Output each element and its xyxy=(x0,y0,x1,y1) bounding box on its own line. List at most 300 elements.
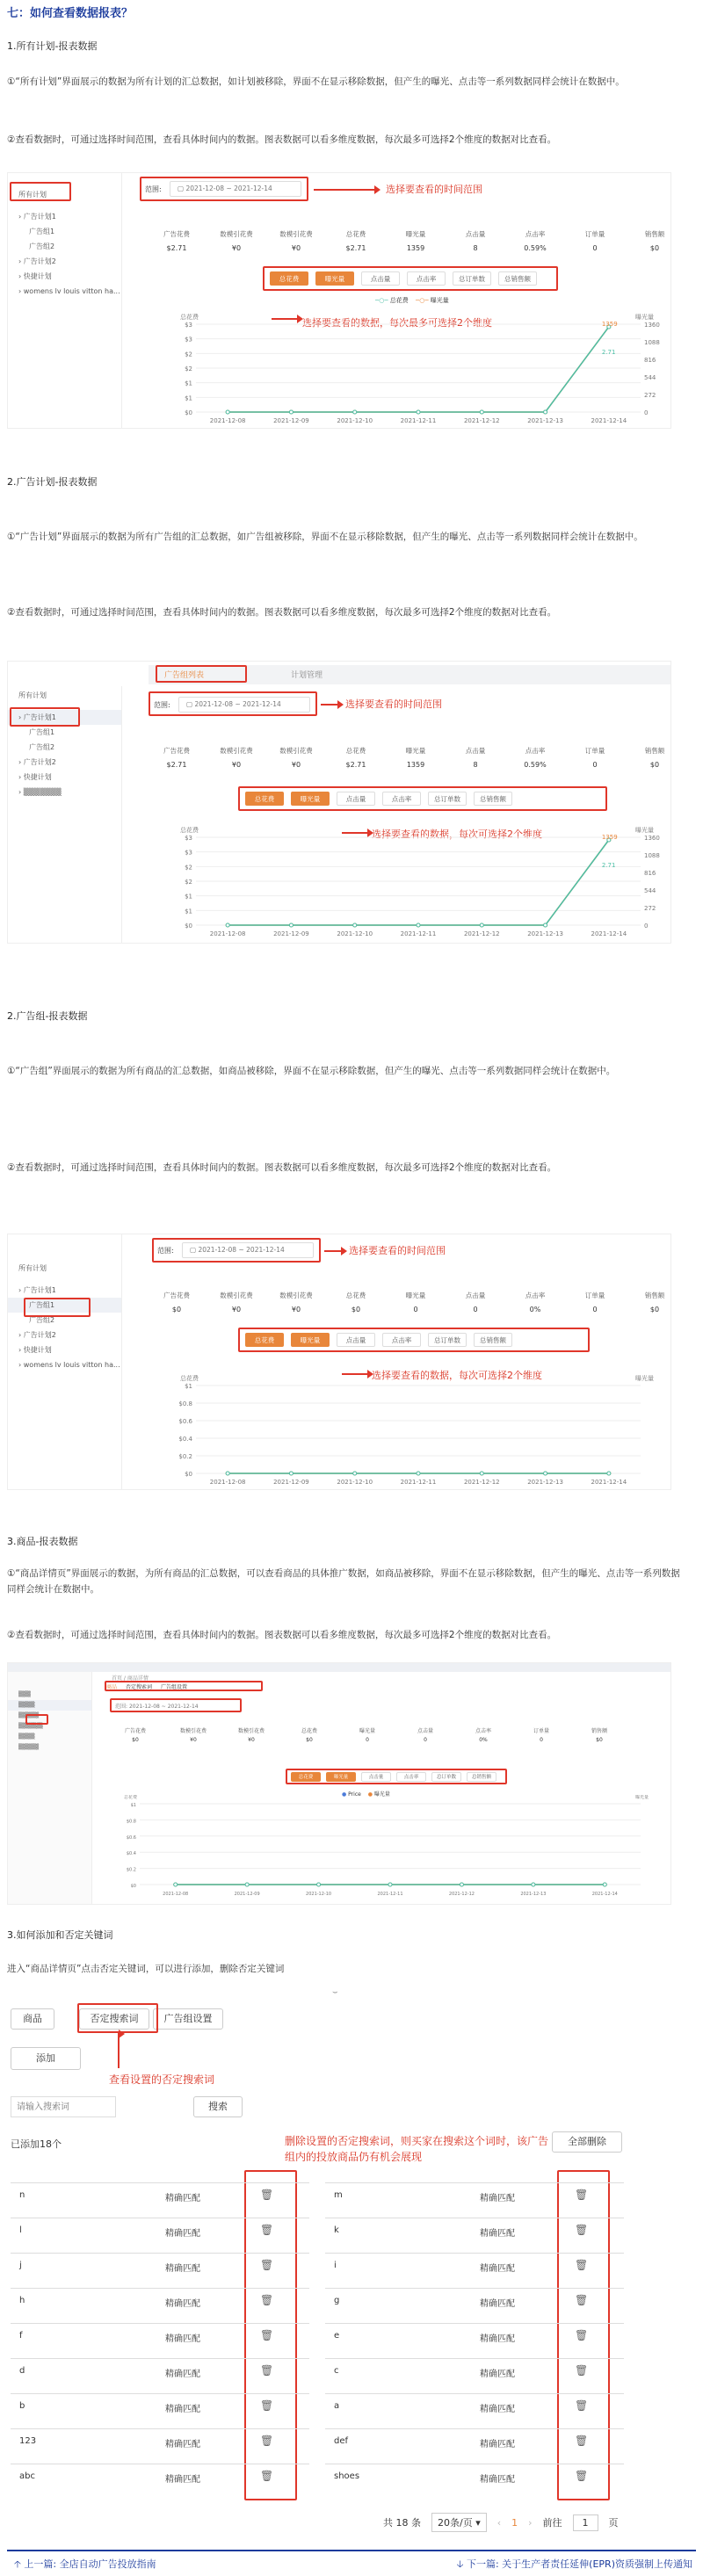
sidebar2-item-plan2[interactable]: › 广告计划2 xyxy=(18,758,56,766)
metric-label: 销售额 xyxy=(644,230,665,238)
current-page[interactable]: 1 xyxy=(511,2516,518,2529)
goto-page-input[interactable]: 1 xyxy=(573,2514,598,2531)
metric-value: ¥0 xyxy=(231,761,242,769)
y2-tick-label: 816 xyxy=(644,870,656,877)
prev-article-link[interactable]: 🡡 上一篇: 全店自动广告投放指南 xyxy=(14,2558,156,2570)
sidebar2-item-blurred[interactable]: › ▒▒▒▒▒▒▒ xyxy=(18,788,62,796)
y-tick-label: $0 xyxy=(185,923,192,930)
metric-value: ¥0 xyxy=(231,1306,242,1313)
y-tick-label: $1 xyxy=(185,908,192,915)
metric-7 xyxy=(563,229,627,252)
data-point xyxy=(480,923,483,927)
tab-group-settings[interactable]: 广告组设置 xyxy=(153,2008,223,2030)
sidebar2-item-all[interactable]: 所有计划 xyxy=(18,691,47,699)
keyword-row xyxy=(11,2218,309,2242)
sidebar-item-group1[interactable]: 广告组1 xyxy=(29,228,55,235)
y2-axis-title: 曝光量 xyxy=(635,1375,654,1382)
y-tick-label: $1 xyxy=(130,1803,136,1808)
section-4-para-2: ②查看数据时，可通过选择时间范围，查看具体时间内的数据。图表数据可以看多维度数据，每次最多可选择2个维度的数据对比查看。 xyxy=(7,1630,557,1640)
highlight-dimension-tabs-3 xyxy=(238,1328,590,1352)
dimension-tab-0[interactable]: 总花费 xyxy=(270,271,308,286)
match-type: 精确匹配 xyxy=(165,2299,200,2309)
series-line-1 xyxy=(228,840,609,925)
pagination-total: 共 18 条 xyxy=(383,2517,421,2529)
y2-tick-label: 1360 xyxy=(644,835,660,842)
keyword-row xyxy=(325,2464,624,2488)
metric-label: 数模引花费 xyxy=(279,1292,313,1299)
trash-icon[interactable]: 🗑 xyxy=(260,2259,274,2271)
sidebar3-item-quick[interactable]: › 快捷计划 xyxy=(18,1346,52,1354)
match-type: 精确匹配 xyxy=(165,2405,200,2414)
y-axis-title: 总花费 xyxy=(180,314,199,321)
metric-5 xyxy=(444,746,507,769)
metric-4 xyxy=(384,1291,447,1313)
annotation-delete-negative: 删除设置的否定搜索词，则买家在搜索这个词时，该广告组内的投放商品仍有机会展现 xyxy=(285,2135,549,2163)
data-point xyxy=(289,410,293,414)
sidebar-item-plan1[interactable]: › 广告计划1 xyxy=(18,213,56,221)
match-type: 精确匹配 xyxy=(165,2370,200,2379)
metric-4 xyxy=(384,229,447,252)
metric-label: 数模引花费 xyxy=(220,747,253,755)
y-tick-label: $1 xyxy=(185,1383,192,1390)
keyword-row xyxy=(325,2428,624,2453)
sidebar-item-plan2[interactable]: › 广告计划2 xyxy=(18,257,56,265)
date-range-picker-2[interactable]: ▢ 2021-12-08 ~ 2021-12-14 xyxy=(178,697,310,713)
highlight-group1 xyxy=(24,1298,91,1317)
arrow-down-negative xyxy=(118,2033,120,2068)
metric-6 xyxy=(461,1726,505,1743)
metric-value: 0.59% xyxy=(524,244,547,252)
sidebar2-item-group1[interactable]: 广告组1 xyxy=(29,728,55,736)
x-tick-label: 2021-12-14 xyxy=(591,930,627,937)
y-tick-label: $1 xyxy=(185,380,192,387)
sidebar2-item-quick[interactable]: › 快捷计划 xyxy=(18,773,52,781)
trash-icon[interactable]: 🗑 xyxy=(575,2470,589,2482)
section-4-para-1: ①“商品详情页”界面展示的数据，为所有商品的汇总数据，可以查看商品的具体推广数据，如商品被移除，界面不在显示移除数据，但产生的曝光、点击等一系列数据同样会统计在数据中。 xyxy=(7,1568,680,1595)
metric-5 xyxy=(444,1291,507,1313)
match-type: 精确匹配 xyxy=(480,2264,515,2274)
data-point xyxy=(388,1883,392,1886)
sidebar3-item-product[interactable]: › womens lv louis vitton ha... xyxy=(18,1361,120,1369)
metric-value: $0 xyxy=(596,1737,603,1743)
keyword-text: 123 xyxy=(19,2436,37,2446)
y-tick-label: $1 xyxy=(185,394,192,402)
y-tick-label: $0.2 xyxy=(126,1867,136,1873)
section-2-para-2: ②查看数据时，可通过选择时间范围，查看具体时间内的数据。图表数据可以看多维度数据，每次最多可选择2个维度的数据对比查看。 xyxy=(7,607,557,618)
metric-0 xyxy=(145,229,208,252)
keyword-text: f xyxy=(19,2331,23,2341)
match-type: 精确匹配 xyxy=(480,2475,515,2485)
match-type: 精确匹配 xyxy=(480,2440,515,2449)
y-tick-label: $0.8 xyxy=(126,1819,136,1825)
dimension-tab-3[interactable]: 点击率 xyxy=(407,271,446,286)
metric-value: 0 xyxy=(424,1737,427,1743)
product-side-item-2[interactable]: ▒▒▒▒ xyxy=(8,1700,91,1711)
trash-icon[interactable]: 🗑 xyxy=(260,2364,274,2377)
highlight-negative-tab xyxy=(77,2003,158,2033)
metric-label: 曝光量 xyxy=(405,1292,426,1299)
metric-value: $2.71 xyxy=(345,244,366,252)
dimension-tab-1[interactable]: 曝光量 xyxy=(315,271,354,286)
y-tick-label: $0 xyxy=(185,1471,192,1478)
metric-value: 1359 xyxy=(406,244,425,252)
metric-value: ¥0 xyxy=(291,244,301,252)
metric-value: $0 xyxy=(351,1306,361,1313)
match-type: 精确匹配 xyxy=(165,2440,200,2449)
trash-icon[interactable]: 🗑 xyxy=(260,2435,274,2447)
section-3-heading: 2.广告组-报表数据 xyxy=(7,1010,88,1022)
tab-plan-mgmt[interactable]: 计划管理 xyxy=(291,671,323,680)
highlight-dimension-tabs xyxy=(263,266,558,291)
sidebar-item-quick[interactable]: › 快捷计划 xyxy=(18,272,52,280)
dimension-tab-0[interactable]: 总花费 xyxy=(245,792,284,806)
metric-label: 点击量 xyxy=(417,1728,433,1734)
dimension-tab-2[interactable]: 点击量 xyxy=(361,271,400,286)
y-tick-label: $0 xyxy=(185,409,192,416)
keyword-row xyxy=(11,2428,309,2453)
data-point xyxy=(353,1472,357,1475)
dimension-tab-5[interactable]: 总销售额 xyxy=(467,1772,496,1782)
y2-tick-label: 272 xyxy=(644,392,656,399)
data-point xyxy=(460,1883,463,1886)
date-range-picker-3[interactable]: ▢ 2021-12-08 ~ 2021-12-14 xyxy=(182,1242,314,1258)
tab-group-list[interactable]: 广告组列表 xyxy=(164,671,205,680)
delete-all-button[interactable]: 全部删除 xyxy=(552,2131,622,2153)
highlight-date-range-3 xyxy=(152,1238,321,1263)
match-type: 精确匹配 xyxy=(480,2229,515,2239)
data-point xyxy=(603,1883,606,1886)
dimension-tab-1[interactable]: 曝光量 xyxy=(291,1333,330,1347)
metric-8 xyxy=(623,1291,671,1313)
search-button[interactable]: 搜索 xyxy=(193,2096,243,2117)
metric-2 xyxy=(229,1726,273,1743)
trash-icon[interactable]: 🗑 xyxy=(260,2470,274,2482)
data-point xyxy=(480,410,483,414)
metric-value: ¥0 xyxy=(291,761,301,769)
metric-value: 0 xyxy=(592,761,598,769)
metric-value: 8 xyxy=(473,244,478,252)
metric-label: 订单量 xyxy=(584,1292,605,1299)
annotation-dimensions-2: 选择要查看的数据，每次可选择2个维度 xyxy=(372,829,542,840)
tab-product[interactable]: 商品 xyxy=(11,2008,54,2030)
data-point xyxy=(544,923,547,927)
data-label: 2.71 xyxy=(601,349,616,356)
sidebar3-item-plan2[interactable]: › 广告计划2 xyxy=(18,1331,56,1339)
keyword-row xyxy=(325,2393,624,2418)
metric-label: 广告花费 xyxy=(163,230,190,238)
dimension-tab-0[interactable]: 总花费 xyxy=(245,1333,284,1347)
y-tick-label: $0.6 xyxy=(178,1418,192,1425)
keyword-row xyxy=(11,2393,309,2418)
trash-icon[interactable]: 🗑 xyxy=(260,2189,274,2201)
dimension-tab-4[interactable]: 总订单数 xyxy=(431,1772,461,1782)
trash-icon[interactable]: 🗑 xyxy=(575,2259,589,2271)
metric-label: 点击率 xyxy=(525,747,546,755)
sidebar3-item-group2[interactable]: 广告组2 xyxy=(29,1316,55,1324)
x-tick-label: 2021-12-14 xyxy=(591,1479,627,1486)
sidebar2-item-group2[interactable]: 广告组2 xyxy=(29,743,55,751)
y-tick-label: $0 xyxy=(130,1884,136,1889)
x-tick-label: 2021-12-09 xyxy=(273,930,309,937)
product-side-item-6[interactable]: ▒▒▒▒▒ xyxy=(18,1744,40,1750)
section-2-para-1: ①“广告计划”界面展示的数据为所有广告组的汇总数据，如广告组被移除，界面不在显示移除数据，但产生的曝光、点击等一系列数据同样会统计在数据中。 xyxy=(7,532,643,542)
data-label: 1359 xyxy=(601,834,618,841)
x-tick-label: 2021-12-13 xyxy=(527,417,563,424)
metric-value: $0 xyxy=(649,761,660,769)
dimension-tab-5[interactable]: 总销售额 xyxy=(474,792,512,806)
data-point xyxy=(532,1883,535,1886)
metric-5 xyxy=(403,1726,447,1743)
y-tick-label: $0.6 xyxy=(126,1834,136,1841)
goto-label: 前往 xyxy=(542,2517,562,2529)
dimension-tab-4[interactable]: 总订单数 xyxy=(453,271,491,286)
page-unit: 页 xyxy=(608,2517,619,2529)
keyword-row xyxy=(325,2182,624,2207)
keyword-row xyxy=(325,2323,624,2348)
sidebar3-item-group1[interactable]: 广告组1 xyxy=(8,1298,121,1313)
match-type: 精确匹配 xyxy=(480,2370,515,2379)
data-point xyxy=(289,923,293,927)
x-tick-label: 2021-12-13 xyxy=(527,930,563,937)
dimension-tab-5[interactable]: 总销售额 xyxy=(474,1333,512,1347)
trash-icon[interactable]: 🗑 xyxy=(575,2189,589,2201)
data-point xyxy=(417,923,420,927)
metric-label: 曝光量 xyxy=(359,1728,375,1734)
x-tick-label: 2021-12-13 xyxy=(527,1479,563,1486)
metric-7 xyxy=(563,746,627,769)
keyword-row xyxy=(11,2323,309,2348)
trash-icon[interactable]: 🗑 xyxy=(575,2294,589,2306)
metric-label: 总花费 xyxy=(345,230,366,238)
metric-2 xyxy=(265,229,328,252)
trash-icon[interactable]: 🗑 xyxy=(260,2399,274,2412)
series-line-0 xyxy=(228,327,609,412)
trash-icon[interactable]: 🗑 xyxy=(575,2224,589,2236)
search-input[interactable] xyxy=(11,2096,116,2117)
keyword-text: h xyxy=(19,2296,25,2305)
dimension-tab-0[interactable]: 总花费 xyxy=(291,1772,321,1782)
keyword-row xyxy=(325,2253,624,2277)
x-tick-label: 2021-12-09 xyxy=(273,417,309,424)
tab-negative-keywords[interactable]: 否定搜索词 xyxy=(79,2008,149,2030)
annotation-view-negative: 查看设置的否定搜索词 xyxy=(109,2073,215,2086)
metric-3 xyxy=(324,229,388,252)
match-type: 精确匹配 xyxy=(165,2264,200,2274)
metric-0 xyxy=(145,746,208,769)
metric-value: 0 xyxy=(592,244,598,252)
down-arrow-icon: 🡣 xyxy=(456,2558,464,2570)
page-size-select[interactable]: 20条/页 ▾ xyxy=(431,2513,487,2532)
sidebar-item-group2[interactable]: 广告组2 xyxy=(29,242,55,250)
dimension-tab-2[interactable]: 点击量 xyxy=(337,792,375,806)
product-tab-1[interactable]: 商品 xyxy=(106,1684,118,1690)
y-axis-title: 总花费 xyxy=(180,1375,199,1382)
annotation-time-range: 选择要查看的时间范围 xyxy=(386,184,482,195)
metric-label: 总花费 xyxy=(345,747,366,755)
keyword-row xyxy=(11,2358,309,2383)
dimension-tab-3[interactable]: 点击率 xyxy=(396,1772,426,1782)
y-tick-label: $0.4 xyxy=(126,1851,136,1857)
section-4-heading: 3.商品-报表数据 xyxy=(7,1536,78,1547)
metric-7 xyxy=(519,1726,563,1743)
dimension-tab-4[interactable]: 总订单数 xyxy=(428,1333,467,1347)
data-point xyxy=(353,923,357,927)
y-tick-label: $2 xyxy=(185,351,192,358)
series-line-0 xyxy=(228,840,609,925)
product-line-chart xyxy=(113,1795,658,1899)
data-point xyxy=(226,923,229,927)
keyword-row xyxy=(325,2218,624,2242)
trash-icon[interactable]: 🗑 xyxy=(260,2224,274,2236)
metric-value: 0% xyxy=(529,1306,541,1313)
data-point xyxy=(544,1472,547,1475)
y-tick-label: $3 xyxy=(185,336,192,344)
metric-7 xyxy=(563,1291,627,1313)
plan-sidebar-3 xyxy=(8,1234,122,1489)
legend-dot-exposure-icon: ● xyxy=(367,1791,373,1798)
sidebar3-item-plan1[interactable]: › 广告计划1 xyxy=(18,1286,56,1294)
product-side-item-5[interactable]: ▒▒▒▒ xyxy=(18,1733,35,1740)
dimension-tab-4[interactable]: 总订单数 xyxy=(428,792,467,806)
metric-2 xyxy=(265,1291,328,1313)
y-tick-label: $0.4 xyxy=(178,1436,192,1443)
metric-value: $0 xyxy=(132,1737,139,1743)
highlight-all-plans xyxy=(10,182,71,201)
metric-value: $2.71 xyxy=(345,761,366,769)
trash-icon[interactable]: 🗑 xyxy=(575,2435,589,2447)
match-type: 精确匹配 xyxy=(165,2334,200,2344)
dimension-tab-3[interactable]: 点击率 xyxy=(382,792,421,806)
metric-label: 总花费 xyxy=(301,1728,317,1734)
screenshot-product xyxy=(7,1662,671,1905)
product-tab-3[interactable]: 广告组设置 xyxy=(161,1684,188,1690)
y-axis-title: 总花费 xyxy=(124,1795,138,1800)
y2-tick-label: 1088 xyxy=(644,852,660,859)
product-side-item-1[interactable]: ▒▒▒ xyxy=(18,1691,31,1697)
product-date-range[interactable]: 范围: 2021-12-08 ~ 2021-12-14 xyxy=(115,1704,199,1710)
x-tick-label: 2021-12-09 xyxy=(273,1479,309,1486)
x-tick-label: 2021-12-09 xyxy=(234,1892,260,1897)
next-page-icon[interactable]: › xyxy=(528,2516,533,2529)
dimension-tab-1[interactable]: 曝光量 xyxy=(291,792,330,806)
legend-dot-price-icon: ● xyxy=(342,1791,347,1798)
dimension-tab-3[interactable]: 点击率 xyxy=(382,1333,421,1347)
arrow-to-date xyxy=(314,189,375,191)
dimension-tab-2[interactable]: 点击量 xyxy=(361,1772,391,1782)
y-tick-label: $0.8 xyxy=(178,1400,192,1407)
trash-icon[interactable]: 🗑 xyxy=(575,2329,589,2341)
x-tick-label: 2021-12-10 xyxy=(337,1479,373,1486)
y-tick-label: $1 xyxy=(185,893,192,901)
metric-value: 0% xyxy=(479,1737,488,1743)
metric-value: 0 xyxy=(413,1306,418,1313)
metric-8 xyxy=(577,1726,621,1743)
article-nav xyxy=(7,2550,696,2571)
keyword-text: j xyxy=(19,2261,22,2270)
metric-label: 点击率 xyxy=(525,230,546,238)
highlight-dimension-tabs-2 xyxy=(238,786,607,811)
product-side-item-4[interactable]: ▒▒▒▒▒▒ xyxy=(18,1723,43,1729)
prev-page-icon[interactable]: ‹ xyxy=(496,2516,502,2529)
added-count: 已添加18个 xyxy=(11,2138,62,2150)
metric-6 xyxy=(504,1291,567,1313)
highlight-date-range-2 xyxy=(149,691,317,716)
next-article-link[interactable]: 🡣 下一篇: 关于生产者责任延伸(EPR)资质强制上传通知 xyxy=(456,2558,692,2570)
dimension-tab-1[interactable]: 曝光量 xyxy=(326,1772,356,1782)
data-point xyxy=(417,1472,420,1475)
add-button[interactable]: 添加 xyxy=(11,2047,81,2070)
dimension-tab-5[interactable]: 总销售额 xyxy=(498,271,537,286)
x-tick-label: 2021-12-10 xyxy=(306,1892,332,1897)
data-point xyxy=(174,1883,178,1886)
data-point xyxy=(353,410,357,414)
sidebar-item-all[interactable]: 所有计划 xyxy=(18,191,47,199)
x-tick-label: 2021-12-14 xyxy=(591,1892,618,1897)
data-point xyxy=(480,1472,483,1475)
x-tick-label: 2021-12-08 xyxy=(209,1479,246,1486)
y2-axis-title: 曝光量 xyxy=(635,1795,649,1800)
keyword-text: g xyxy=(334,2296,340,2305)
sidebar-item-product[interactable]: › womens lv louis vitton ha... xyxy=(18,287,120,295)
product-legend: ● Price ● 曝光量 xyxy=(342,1791,390,1798)
x-tick-label: 2021-12-12 xyxy=(463,1479,500,1486)
dimension-tab-2[interactable]: 点击量 xyxy=(337,1333,375,1347)
metric-label: 订单量 xyxy=(533,1728,549,1734)
product-side-item-3[interactable]: ▒▒▒▒▒ xyxy=(18,1712,40,1719)
sidebar3-item-all[interactable]: 所有计划 xyxy=(18,1264,47,1272)
date-range-picker[interactable]: ▢ 2021-12-08 ~ 2021-12-14 xyxy=(170,181,301,197)
x-tick-label: 2021-12-11 xyxy=(377,1892,403,1897)
metric-value: ¥0 xyxy=(231,244,242,252)
metric-0 xyxy=(145,1291,208,1313)
annotation-time-range-2: 选择要查看的时间范围 xyxy=(345,698,442,710)
metric-label: 点击率 xyxy=(525,1292,546,1299)
sidebar2-item-plan1[interactable]: › 广告计划1 xyxy=(8,710,121,725)
highlight-group-list-tab xyxy=(156,665,247,683)
trash-icon[interactable]: 🗑 xyxy=(260,2294,274,2306)
keyword-row xyxy=(11,2182,309,2207)
metric-label: 数模引花费 xyxy=(279,230,313,238)
trash-icon[interactable]: 🗑 xyxy=(575,2399,589,2412)
x-tick-label: 2021-12-12 xyxy=(463,417,500,424)
legend-dot-icon-2: ─○─ xyxy=(416,297,429,304)
metric-4 xyxy=(345,1726,389,1743)
metric-value: ¥0 xyxy=(291,1306,301,1313)
x-tick-label: 2021-12-08 xyxy=(209,417,246,424)
x-tick-label: 2021-12-11 xyxy=(400,930,437,937)
y-tick-label: $3 xyxy=(185,835,192,842)
trash-icon[interactable]: 🗑 xyxy=(575,2364,589,2377)
metric-0 xyxy=(113,1726,157,1743)
highlight-product-tabs xyxy=(105,1681,263,1691)
chart-legend: ─○─ 总花费 ─○─ 曝光量 xyxy=(375,297,449,304)
keyword-text: d xyxy=(19,2366,25,2376)
data-point xyxy=(607,1472,611,1475)
section-1-heading: 1.所有计划-报表数据 xyxy=(7,40,98,52)
section-3-para-2: ②查看数据时，可通过选择时间范围，查看具体时间内的数据。图表数据可以看多维度数据，每次最多可选择2个维度的数据对比查看。 xyxy=(7,1162,557,1173)
match-type: 精确匹配 xyxy=(480,2334,515,2344)
plan-sidebar xyxy=(8,173,122,428)
y2-tick-label: 1360 xyxy=(644,322,660,329)
article-title: 七：如何查看数据报表？ xyxy=(7,7,134,20)
trash-icon[interactable]: 🗑 xyxy=(260,2329,274,2341)
keyword-text: m xyxy=(334,2190,343,2200)
metric-value: 0 xyxy=(366,1737,369,1743)
metric-label: 数模引花费 xyxy=(237,1728,265,1734)
x-tick-label: 2021-12-08 xyxy=(209,930,246,937)
y2-axis-title: 曝光量 xyxy=(635,314,654,321)
product-tab-2[interactable]: 否定搜索词 xyxy=(126,1684,153,1690)
